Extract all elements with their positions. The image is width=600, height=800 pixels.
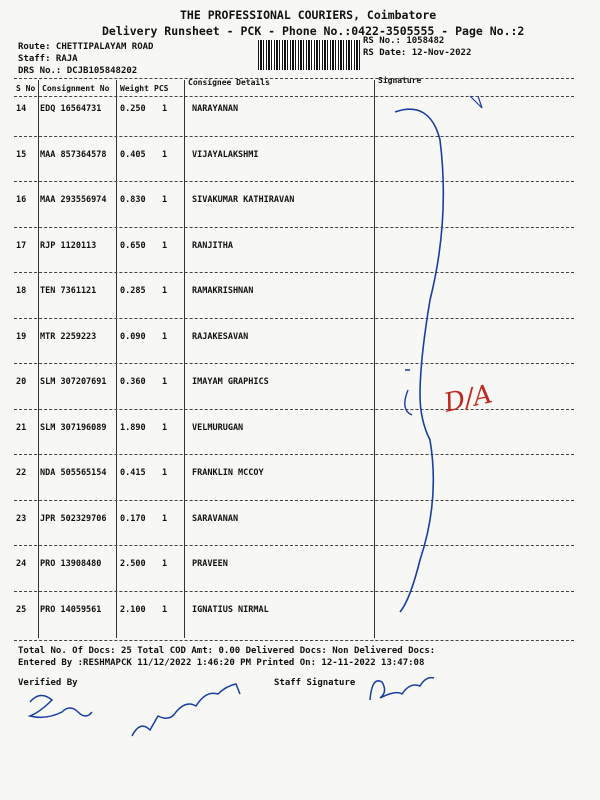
- col-sno: S No: [16, 84, 36, 93]
- row-pcs: 1: [162, 149, 168, 160]
- row-consignee: VIJAYALAKSHMI: [192, 149, 259, 160]
- row-weight: 0.650: [120, 240, 146, 251]
- row-pcs: 1: [162, 422, 168, 433]
- row-consignee: SIVAKUMAR KATHIRAVAN: [192, 195, 295, 205]
- drs-number: DRS No.: DCJB105848202: [18, 66, 138, 76]
- row-consignment: SLM 307196089: [40, 422, 107, 433]
- runsheet-subtitle: Delivery Runsheet - PCK - Phone No.:0422-3505555 - Page No.:2: [102, 24, 525, 38]
- row-consignee: PRAVEEN: [192, 559, 228, 569]
- row-pcs: 1: [162, 286, 168, 296]
- row-consignment: MAA 293556974: [40, 195, 107, 205]
- row-consignee: IGNATIUS NIRMAL: [192, 604, 269, 615]
- row-sno: 20: [16, 377, 27, 387]
- row-consignment: PRO 13908480: [40, 559, 102, 569]
- row-pcs: 1: [162, 104, 168, 114]
- row-consignment: MAA 857364578: [40, 149, 107, 160]
- row-pcs: 1: [162, 377, 168, 387]
- row-weight: 0.285: [120, 286, 146, 296]
- row-consignee: IMAYAM GRAPHICS: [192, 377, 269, 387]
- row-weight: 0.170: [120, 513, 146, 524]
- row-consignment: MTR 2259223: [40, 331, 97, 342]
- row-consignment: EDQ 16564731: [40, 104, 102, 114]
- ink-tick: [405, 370, 412, 415]
- row-consignment: RJP 1120113: [40, 240, 97, 251]
- row-sno: 17: [16, 240, 27, 251]
- row-consignee: SARAVANAN: [192, 513, 239, 524]
- row-consignee: RAMAKRISHNAN: [192, 286, 254, 296]
- verifier-initials: [132, 684, 240, 736]
- company-title: THE PROFESSIONAL COURIERS, Coimbatore: [180, 8, 437, 22]
- row-sno: 19: [16, 331, 27, 342]
- staff-signature-label: Staff Signature: [274, 678, 356, 688]
- row-weight: 1.890: [120, 422, 146, 433]
- staff-signature: [370, 678, 434, 700]
- col-pcs: PCS: [154, 84, 169, 93]
- verifier-signature: [30, 695, 92, 717]
- row-consignee: VELMURUGAN: [192, 422, 244, 433]
- row-consignee: RANJITHA: [192, 240, 233, 251]
- row-consignment: SLM 307207691: [40, 377, 107, 387]
- entered-line: Entered By :RESHMAPCK 11/12/2022 1:46:20 PM Printed On: 12-11-2022 13:47:08: [18, 658, 425, 668]
- row-sno: 18: [16, 286, 27, 296]
- row-weight: 0.830: [120, 195, 146, 205]
- bracket-stroke: [395, 109, 443, 612]
- row-weight: 0.090: [120, 331, 146, 342]
- row-sno: 16: [16, 195, 27, 205]
- row-consignee: NARAYANAN: [192, 104, 239, 114]
- row-weight: 0.405: [120, 149, 146, 160]
- row-pcs: 1: [162, 513, 168, 524]
- col-signature: Signature: [378, 76, 422, 85]
- row-weight: 0.415: [120, 468, 146, 478]
- row-pcs: 1: [162, 559, 168, 569]
- ink-mark: [470, 96, 482, 108]
- row-pcs: 1: [162, 331, 168, 342]
- row-consignment: TEN 7361121: [40, 286, 97, 296]
- row-consignment: JPR 502329706: [40, 513, 107, 524]
- row-pcs: 1: [162, 604, 168, 615]
- row-weight: 2.500: [120, 559, 146, 569]
- row-sno: 21: [16, 422, 27, 433]
- row-pcs: 1: [162, 468, 168, 478]
- row-sno: 24: [16, 559, 27, 569]
- col-consignee: Consignee Details: [188, 78, 270, 87]
- row-consignment: NDA 505565154: [40, 468, 107, 478]
- row-sno: 23: [16, 513, 27, 524]
- row-weight: 0.360: [120, 377, 146, 387]
- col-consignment: Consignment No: [42, 84, 110, 93]
- row-weight: 2.100: [120, 604, 146, 615]
- verified-label: Verified By: [18, 678, 78, 688]
- staff-label: Staff: RAJA: [18, 54, 78, 64]
- rs-date: RS Date: 12-Nov-2022: [363, 48, 472, 58]
- row-sno: 14: [16, 104, 27, 114]
- row-sno: 25: [16, 604, 27, 615]
- row-consignee: FRANKLIN MCCOY: [192, 468, 264, 478]
- handwritten-da-mark: D/A: [441, 379, 495, 419]
- rs-number: RS No.: 1058482: [363, 36, 445, 46]
- row-consignment: PRO 14059561: [40, 604, 102, 615]
- row-pcs: 1: [162, 240, 168, 251]
- row-pcs: 1: [162, 195, 168, 205]
- row-consignee: RAJAKESAVAN: [192, 331, 249, 342]
- totals-line: Total No. Of Docs: 25 Total COD Amt: 0.00 Delivered Docs: Non Delivered Docs:: [18, 646, 436, 656]
- row-sno: 15: [16, 149, 27, 160]
- route-label: Route: CHETTIPALAYAM ROAD: [18, 42, 154, 52]
- row-weight: 0.250: [120, 104, 146, 114]
- row-sno: 22: [16, 468, 27, 478]
- col-weight: Weight: [120, 84, 149, 93]
